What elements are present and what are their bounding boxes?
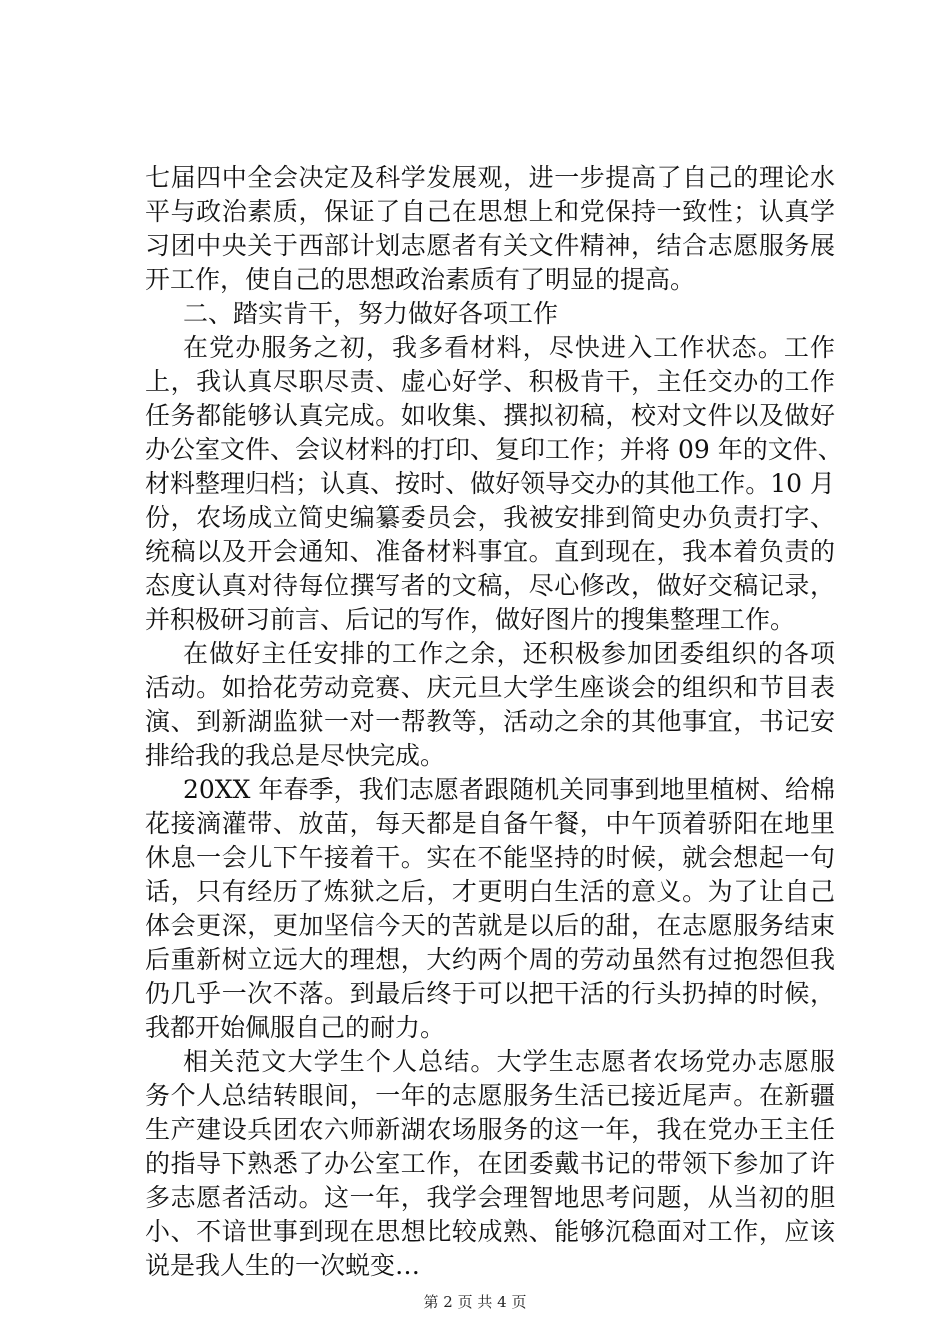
text-line: 生产建设兵团农六师新湖农场服务的这一年，我在党办王主任 [145, 1115, 835, 1144]
text-line: 休息一会儿下午接着干。实在不能坚持的时候，就会想起一句 [145, 843, 835, 872]
text-line: 花接滴灌带、放苗，每天都是自备午餐，中午顶着骄阳在地里 [145, 809, 835, 838]
text-line: 仍几乎一次不落。到最后终于可以把干活的行头扔掉的时候， [145, 979, 835, 1008]
text-line: 务个人总结转眼间，一年的志愿服务生活已接近尾声。在新疆 [145, 1081, 835, 1110]
text-line: 相关范文大学生个人总结。大学生志愿者农场党办志愿服 [183, 1047, 835, 1076]
text-line: 二、踏实肯干，努力做好各项工作 [183, 299, 559, 328]
paragraph [145, 637, 835, 773]
text-line: 份，农场成立简史编纂委员会，我被安排到简史办负责打字、 [145, 503, 835, 532]
paragraph [145, 161, 835, 297]
text-line: 态度认真对待每位撰写者的文稿，尽心修改，做好交稿记录， [145, 571, 835, 600]
text-line: 多志愿者活动。这一年，我学会理智地思考问题，从当初的胆 [145, 1183, 835, 1212]
text-line: 任务都能够认真完成。如收集、撰拟初稿，校对文件以及做好 [145, 401, 835, 430]
page-footer: 第 2 页 共 4 页 [423, 1293, 527, 1311]
text-line: 并积极研习前言、后记的写作，做好图片的搜集整理工作。 [145, 605, 796, 634]
text-line: 活动。如拾花劳动竞赛、庆元旦大学生座谈会的组织和节目表 [145, 673, 835, 702]
text-line: 我都开始佩服自己的耐力。 [145, 1013, 446, 1042]
paragraph [145, 331, 843, 637]
text-line: 说是我人生的一次蜕变… [145, 1251, 421, 1280]
paragraph [145, 773, 835, 1045]
text-line: 办公室文件、会议材料的打印、复印工作；并将 09 年的文件、 [145, 435, 843, 464]
text-line: 开工作，使自己的思想政治素质有了明显的提高。 [145, 265, 696, 294]
text-line: 小、不谙世事到现在思想比较成熟、能够沉稳面对工作，应该 [145, 1217, 835, 1246]
text-line: 在做好主任安排的工作之余，还积极参加团委组织的各项 [183, 639, 835, 668]
document-body [145, 161, 843, 1283]
text-line: 上，我认真尽职尽责、虚心好学、积极肯干，主任交办的工作 [145, 367, 835, 396]
text-line: 在党办服务之初，我多看材料，尽快进入工作状态。工作 [183, 333, 835, 362]
text-line: 演、到新湖监狱一对一帮教等，活动之余的其他事宜，书记安 [145, 707, 835, 736]
text-line: 后重新树立远大的理想，大约两个周的劳动虽然有过抱怨但我 [145, 945, 835, 974]
text-line: 话，只有经历了炼狱之后，才更明白生活的意义。为了让自己 [145, 877, 835, 906]
text-line: 20XX 年春季，我们志愿者跟随机关同事到地里植树、给棉 [183, 775, 835, 804]
paragraph [145, 297, 835, 331]
paragraph [145, 1045, 835, 1283]
text-line: 习团中央关于西部计划志愿者有关文件精神，结合志愿服务展 [145, 231, 835, 260]
text-line: 体会更深，更加坚信今天的苦就是以后的甜，在志愿服务结束 [145, 911, 835, 940]
text-line: 平与政治素质，保证了自己在思想上和党保持一致性；认真学 [145, 197, 835, 226]
text-line: 排给我的我总是尽快完成。 [145, 741, 446, 770]
text-line: 统稿以及开会通知、准备材料事宜。直到现在，我本着负责的 [145, 537, 835, 566]
text-line: 的指导下熟悉了办公室工作，在团委戴书记的带领下参加了许 [145, 1149, 835, 1178]
text-line: 七届四中全会决定及科学发展观，进一步提高了自己的理论水 [145, 163, 835, 192]
text-line: 材料整理归档；认真、按时、做好领导交办的其他工作。10 月 [145, 469, 835, 498]
